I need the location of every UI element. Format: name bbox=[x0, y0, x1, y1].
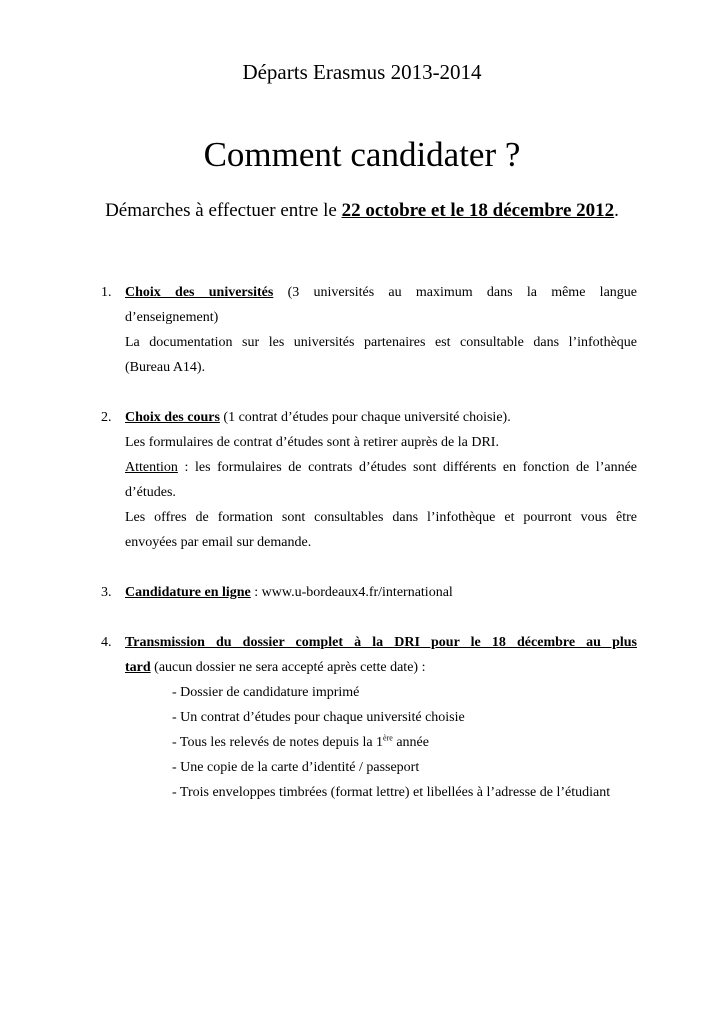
item-number: 3. bbox=[101, 585, 112, 600]
document-title: Comment candidater ? bbox=[203, 135, 521, 174]
item-number: 1. bbox=[101, 285, 112, 300]
item-heading: Candidature en ligne bbox=[125, 585, 251, 600]
item-2-line-5: Les offres de formation sont consultables dans l’infothèque et pourront vous être bbox=[125, 510, 637, 525]
notes-superscript: ère bbox=[383, 733, 393, 743]
item-2-line-1 bbox=[125, 409, 511, 427]
item-heading-rest: (aucun dossier ne sera accepté après cette date) : bbox=[150, 660, 426, 675]
item-1-line-1 bbox=[125, 284, 637, 302]
item-number: 4. bbox=[101, 635, 112, 650]
list-item: - Dossier de candidature imprimé bbox=[172, 685, 360, 700]
subtitle-prefix: Démarches à effectuer entre le bbox=[105, 200, 342, 221]
list-item bbox=[172, 734, 429, 752]
item-3-line-1 bbox=[125, 584, 453, 602]
list-item: - Une copie de la carte d’identité / passeport bbox=[172, 760, 420, 775]
document-subtitle bbox=[0, 200, 724, 222]
item-heading-rest: (1 contrat d’études pour chaque université choisie). bbox=[219, 410, 511, 425]
item-heading: Transmission du dossier complet à la DRI pour le 18 décembre au plus bbox=[125, 635, 637, 650]
list-item: - Trois enveloppes timbrées (format lettre) et libellées à l’adresse de l’étudiant bbox=[172, 785, 611, 800]
item-1-line-2: d’enseignement) bbox=[125, 310, 219, 325]
item-4-line-2 bbox=[125, 659, 425, 677]
item-heading-rest: (3 universités au maximum dans la même langue bbox=[273, 285, 637, 300]
online-url: : www.u-bordeaux4.fr/international bbox=[250, 585, 453, 600]
document-supertitle: Départs Erasmus 2013-2014 bbox=[242, 60, 482, 84]
item-heading-continued: tard bbox=[125, 660, 151, 675]
item-heading: Choix des universités bbox=[125, 285, 274, 300]
list-item: - Un contrat d’études pour chaque université choisie bbox=[172, 710, 465, 725]
item-number: 2. bbox=[101, 410, 112, 425]
item-1-line-3: La documentation sur les universités partenaires est consultable dans l’infothèque bbox=[125, 335, 637, 350]
item-2-line-3 bbox=[125, 459, 637, 477]
notes-prefix: - Tous les relevés de notes depuis la 1 bbox=[172, 735, 384, 750]
item-2-line-2: Les formulaires de contrat d’études sont à retirer auprès de la DRI. bbox=[125, 435, 499, 450]
notes-suffix: année bbox=[392, 735, 429, 750]
item-1-line-4: (Bureau A14). bbox=[125, 360, 206, 375]
item-2-line-6: envoyées par email sur demande. bbox=[125, 535, 312, 550]
subtitle-suffix: . bbox=[614, 200, 619, 221]
item-heading: Choix des cours bbox=[125, 410, 220, 425]
subtitle-dates: 22 octobre et le 18 décembre 2012 bbox=[341, 200, 615, 221]
item-2-line-4: d’études. bbox=[125, 485, 176, 500]
attention-label: Attention bbox=[125, 460, 178, 475]
attention-text: : les formulaires de contrats d’études sont différents en fonction de l’année bbox=[177, 460, 637, 475]
